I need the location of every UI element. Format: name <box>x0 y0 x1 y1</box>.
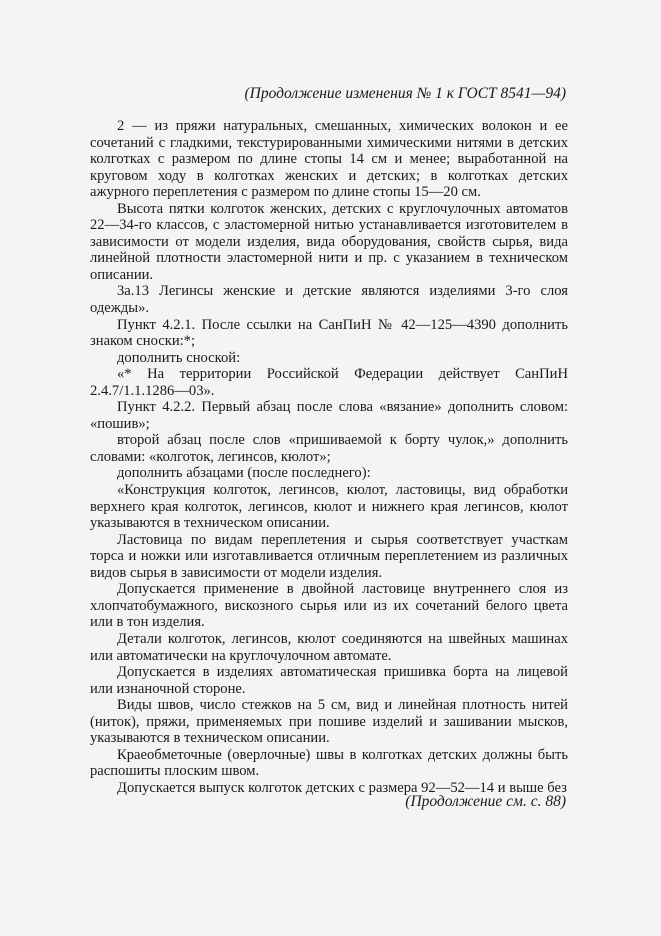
paragraph: Допускается в изделиях автоматическая пришивка борта на лицевой или изнаночной стороне. <box>90 664 568 697</box>
paragraph: «* На территории Российской Федерации действует СанПиН 2.4.7/1.1.1286—03». <box>90 366 568 399</box>
paragraph: Виды швов, число стежков на 5 см, вид и линейная плотность нитей (ниток), пряжи, применяемых при пошиве изделий и зашивании мысков, указываются в техническом описании. <box>90 697 568 747</box>
paragraph: Краеобметочные (оверлочные) швы в колготках детских должны быть распошиты плоским швом. <box>90 746 568 780</box>
paragraph: Детали колготок, легинсов, кюлот соединяются на швейных машинах или автоматически на круглочулочном автомате. <box>90 630 568 664</box>
paragraph: дополнить сноской: <box>117 349 241 366</box>
paragraph: «Конструкция колготок, легинсов, кюлот, ластовицы, вид обработки верхнего края колготок, легинсов, кюлот и нижнего края легинсов, кюлот указываются в техническом описании. <box>90 482 568 532</box>
paragraph: 3а.13 Легинсы женские и детские являются изделиями 3-го слоя одежды». <box>90 283 568 317</box>
paragraph: 2 — из пряжи натуральных, смешанных, химических волокон и ее сочетаний с гладкими, текстурированными химическими нитями в детских колготках с размером по длине стопы 14 см и менее; выработанной на круговом ходу в колготках женских и детских; в колготках детских ажурного переплетения с размером по длине стопы 15—20 см. <box>90 118 568 201</box>
page-header: (Продолжение изменения № 1 к ГОСТ 8541—94) <box>244 85 566 102</box>
paragraph: Ластовица по видам переплетения и сырья соответствует участкам торса и ножки или изготавливается отличным переплетением из различных видов сырья в зависимости от модели изделия. <box>90 531 568 581</box>
paragraph: дополнить абзацами (после последнего): <box>117 465 371 482</box>
paragraph: второй абзац после слов «пришиваемой к борту чулок,» дополнить словами: «колготок, легинсов, кюлот»; <box>90 432 568 465</box>
page-footer: (Продолжение см. с. 88) <box>405 793 566 810</box>
paragraph: Допускается выпуск колготок детских с размера 92—52—14 и выше без <box>117 779 567 796</box>
paragraph: Пункт 4.2.1. После ссылки на СанПиН № 42—125—4390 дополнить знаком сноски:*; <box>90 316 568 350</box>
paragraph: Допускается применение в двойной ластовице внутреннего слоя из хлопчатобумажного, вискозного сырья или из их сочетаний белого цвета или в тон изделия. <box>90 581 568 631</box>
paragraph: Пункт 4.2.2. Первый абзац после слова «вязание» дополнить словом: «пошив»; <box>90 399 568 432</box>
paragraph: Высота пятки колготок женских, детских с круглочулочных автоматов 22—34-го классов, с эластомерной нитью устанавливается изготовителем в зависимости от модели изделия, вида оборудования, свойств сырья, вида линейной плотности эластомерной нити и пр. с указанием в техническом описании. <box>90 200 568 283</box>
document-body <box>90 118 568 796</box>
